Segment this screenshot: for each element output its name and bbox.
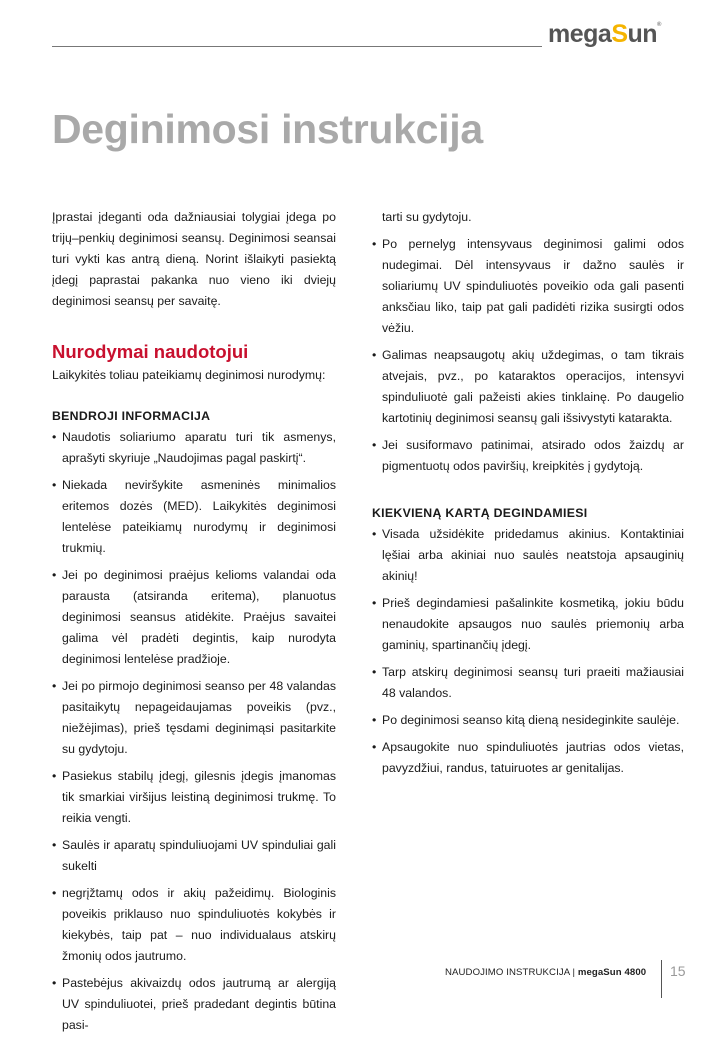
list-item-text: Saulės ir aparatų spinduliuojami UV spinduliai gali sukelti [62, 838, 336, 873]
footer-brand: megaSun 4800 [577, 967, 647, 978]
list-item [52, 676, 336, 760]
footer-separator: | [569, 967, 578, 978]
list-item [372, 435, 684, 477]
bullet-icon: • [372, 665, 377, 679]
list-item-text: Jei po deginimosi praėjus kelioms valandai oda parausta (atsiranda eritema), planuotus deginimosi seansus atidėkite. Praėjus savaitei galima vėl pradėti degintis, kaip nurodyta deginimosi lentelėse pradžioje. [62, 568, 336, 666]
list-item-text: Tarp atskirų deginimosi seansų turi praeiti mažiausiai 48 valandos. [382, 665, 684, 700]
list-item-text: Prieš degindamiesi pašalinkite kosmetiką, jokiu būdu nenaudokite apsaugos nuo saulės priemonių arba gaminių, spartinančių įdegį. [382, 596, 684, 652]
list-item-text: Galimas neapsaugotų akių uždegimas, o tam tikrais atvejais, pvz., po kataraktos operacijos, intensyvi spinduliuotė gali pažeisti akies tinklainę. Po daugelio kartotinių deginimosi seansų gali išsivystyti katarakta. [382, 348, 684, 425]
intro-paragraph: Įprastai įdeganti oda dažniausiai tolygiai įdega po trijų–penkių deginimosi seansų. Deginimosi seansai turi vykti kas antrą dieną. Norint išlaikyti pasiektą įdegį paprastai pakanka nuo vieno iki dviejų deginimosi seansų per savaitę. [52, 210, 336, 308]
bullet-icon: • [52, 679, 57, 693]
bullet-icon: • [52, 430, 57, 444]
list-item-text: Pasiekus stabilų įdegį, gilesnis įdegis įmanomas tik smarkiai viršijus leistiną deginimosi trukmę. To reikia vengti. [62, 769, 336, 825]
each-time-heading: KIEKVIENĄ KARTĄ DEGINDAMIESI [372, 506, 588, 520]
footer-divider [661, 960, 662, 998]
list-item [372, 737, 684, 779]
bullet-icon: • [372, 348, 377, 362]
list-item [52, 427, 336, 469]
bullet-icon: • [52, 478, 57, 492]
list-item [372, 662, 684, 704]
bullet-icon: • [372, 596, 377, 610]
list-item [52, 475, 336, 559]
list-item [52, 766, 336, 829]
list-item-text: Po pernelyg intensyvaus deginimosi galimi odos nudegimai. Dėl intensyvaus ir dažno saulės ir soliariumų UV spinduliuotės poveikio oda gali pasenti anksčiau liko, taip pat gali padidėti rizika susirgti odos vėžiu. [382, 237, 684, 335]
list-item-text: Jei susiformavo patinimai, atsirado odos žaizdų ar pigmentuotų odos paviršių, kreipkitės į gydytoją. [382, 438, 684, 473]
list-item-text: Jei po pirmojo deginimosi seanso per 48 valandas pasitaikytų nepageidaujamas poveikis (pvz., niežėjimas), prieš tęsdami deginimąsi pasitarkite su gydytoju. [62, 679, 336, 756]
list-item-text: Niekada neviršykite asmeninės minimalios eritemos dozės (MED). Laikykitės deginimosi lentelėse pateikiamų nurodymų ir deginimosi trukmių. [62, 478, 336, 555]
logo-text-mega: mega [548, 20, 612, 48]
list-item [52, 565, 336, 670]
bullet-icon: • [52, 886, 57, 900]
bullet-icon: • [52, 568, 57, 582]
list-item-text: negrįžtamų odos ir akių pažeidimų. Biologinis poveikis priklauso nuo spinduliuotės kokybės ir kiekybės, taip pat – nuo individualaus atskirų žmonių odos jautrumo. [62, 886, 336, 963]
page-title: Deginimosi instrukcija [52, 106, 483, 152]
bullet-icon: • [52, 838, 57, 852]
header-rule [52, 46, 542, 47]
bullet-icon: • [52, 976, 57, 990]
left-column [52, 207, 336, 1042]
list-item [372, 524, 684, 587]
each-time-list [372, 524, 684, 779]
logo-text-accent: S [611, 20, 628, 48]
list-item-text: Po deginimosi seanso kitą dieną nesideginkite saulėje. [382, 713, 680, 727]
bullet-icon: • [372, 237, 377, 251]
general-info-list-continued [372, 234, 684, 477]
list-item [52, 835, 336, 877]
list-item [52, 973, 336, 1036]
section-lead: Laikykitės toliau pateikiamų deginimosi nurodymų: [52, 368, 326, 382]
list-item [52, 883, 336, 967]
bullet-icon: • [372, 527, 377, 541]
list-item [372, 710, 684, 731]
spacer [372, 483, 684, 503]
list-item [372, 593, 684, 656]
logo-text-un: un [627, 20, 658, 48]
bullet-icon: • [52, 769, 57, 783]
list-item-text: Apsaugokite nuo spinduliuotės jautrias odos vietas, pavyzdžiui, randus, tatuiruotes ar genitalijas. [382, 740, 684, 775]
list-item-text: Naudotis soliariumo aparatu turi tik asmenys, aprašyti skyriuje „Naudojimas pagal paskirtį“. [62, 430, 336, 465]
list-item-text: Pastebėjus akivaizdų odos jautrumą ar alergiją UV spinduliuotei, prieš pradedant degintis būtina pasi- [62, 976, 336, 1032]
general-info-heading: BENDROJI INFORMACIJA [52, 409, 211, 423]
list-item-continuation: tarti su gydytoju. [382, 210, 472, 224]
footer-label [445, 967, 646, 978]
list-item [372, 234, 684, 339]
footer-doc-name: NAUDOJIMO INSTRUKCIJA [445, 967, 570, 978]
bullet-icon: • [372, 740, 377, 754]
general-info-list [52, 427, 336, 1036]
bullet-icon: • [372, 713, 377, 727]
bullet-icon: • [372, 438, 377, 452]
list-item [372, 345, 684, 429]
page-number: 15 [670, 963, 686, 979]
registered-mark: ® [657, 22, 661, 28]
megasun-logo [548, 20, 661, 49]
list-item-text: Visada užsidėkite pridedamus akinius. Kontaktiniai lęšiai arba akiniai nuo saulės neatstoja apsauginių akinių! [382, 527, 684, 583]
right-column [372, 207, 684, 785]
section-heading: Nurodymai naudotojui [52, 341, 249, 362]
